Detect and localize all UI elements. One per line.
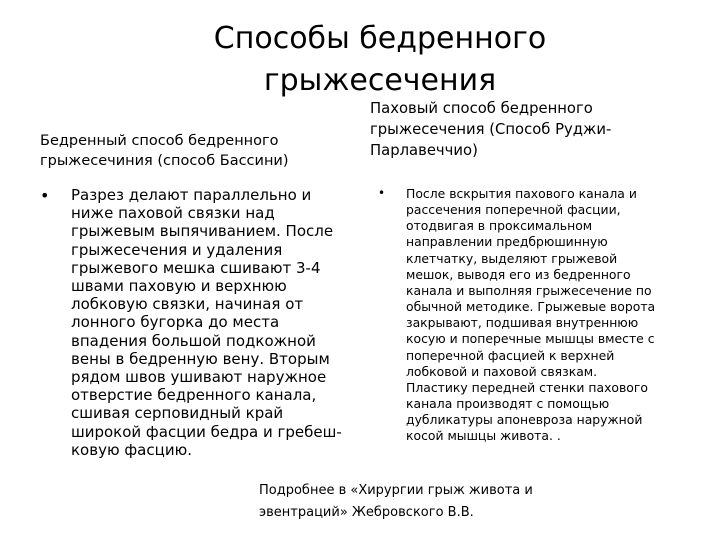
- right-heading-line: Парлавеччио): [370, 142, 478, 159]
- text-line: грыжевым выпячиванием. После: [71, 222, 334, 241]
- text-line: Разрез делают параллельно и: [71, 186, 312, 204]
- text-line: отодвигая в проксимальном: [406, 218, 593, 234]
- bullet-icon: •: [40, 186, 50, 205]
- text-line: ковую фасцию.: [71, 440, 192, 459]
- text-line: лобковой и паховой связкам.: [406, 363, 598, 379]
- text-line: дубликатуры апоневроза наружной: [406, 412, 643, 428]
- text-line: обычной методике. Грыжевые ворота: [406, 299, 656, 315]
- slide-title: [120, 18, 640, 102]
- left-heading-line: Бедренный способ бедренного: [40, 133, 279, 149]
- text-line: лонного бугорка до места: [71, 313, 280, 332]
- text-line: рядом швов ушивают наружное: [71, 368, 327, 387]
- text-line: впадения большой подкожной: [71, 331, 316, 350]
- text-line: рассечения поперечной фасции,: [406, 202, 621, 218]
- text-line: отверстие бедренного канала,: [71, 386, 317, 405]
- text-line: ниже паховой связки над: [71, 204, 275, 223]
- text-line: направлении предбрюшинную: [406, 234, 608, 250]
- text-line: канала производят с помощью: [406, 396, 610, 412]
- text-line: Пластику передней стенки пахового: [406, 379, 648, 395]
- left-column-heading: [40, 131, 289, 171]
- footnote-line: Подробнее в «Хирургии грыж живота и: [259, 483, 533, 498]
- text-line: канала и выполняя грыжесечение по: [406, 282, 652, 298]
- left-heading-line: грыжесечиния (способ Бассини): [40, 153, 289, 169]
- text-line: грыжевого мешка сшивают 3-4: [71, 258, 321, 277]
- bullet-icon: •: [378, 186, 386, 200]
- right-body-text: [406, 186, 655, 445]
- left-body-text: [71, 186, 342, 459]
- right-heading-line: грыжесечения (Способ Руджи-: [370, 121, 612, 138]
- text-line: сшивая серповидный край: [71, 404, 284, 423]
- text-line: швами паховую и верхнюю: [71, 277, 287, 296]
- text-line: вены в бедренную вену. Вторым: [71, 349, 330, 368]
- text-line: косую и поперечные мышцы вместе с: [406, 331, 655, 347]
- text-line: закрывают, подшивая внутреннюю: [406, 315, 639, 331]
- right-heading-line: Паховый способ бедренного: [370, 100, 593, 117]
- reference-footnote: [259, 480, 533, 524]
- slide-title-line-1: Способы бедренного: [213, 21, 547, 56]
- text-line: После вскрытия пахового канала и: [406, 186, 637, 201]
- text-line: грыжесечения и удаления: [71, 240, 283, 259]
- text-line: косой мышцы живота. .: [406, 428, 561, 444]
- text-line: клетчатку, выделяют грыжевой: [406, 250, 618, 266]
- footnote-line: эвентраций» Жебровского В.В.: [259, 505, 474, 520]
- text-line: мешок, выводя его из бедренного: [406, 266, 631, 282]
- right-column-heading: [370, 98, 611, 161]
- slide-title-line-2: грыжесечения: [263, 63, 497, 98]
- text-line: широкой фасции бедра и гребеш-: [71, 422, 342, 441]
- text-line: поперечной фасцией к верхней: [406, 347, 615, 363]
- text-line: лобковую связки, начиная от: [71, 295, 304, 314]
